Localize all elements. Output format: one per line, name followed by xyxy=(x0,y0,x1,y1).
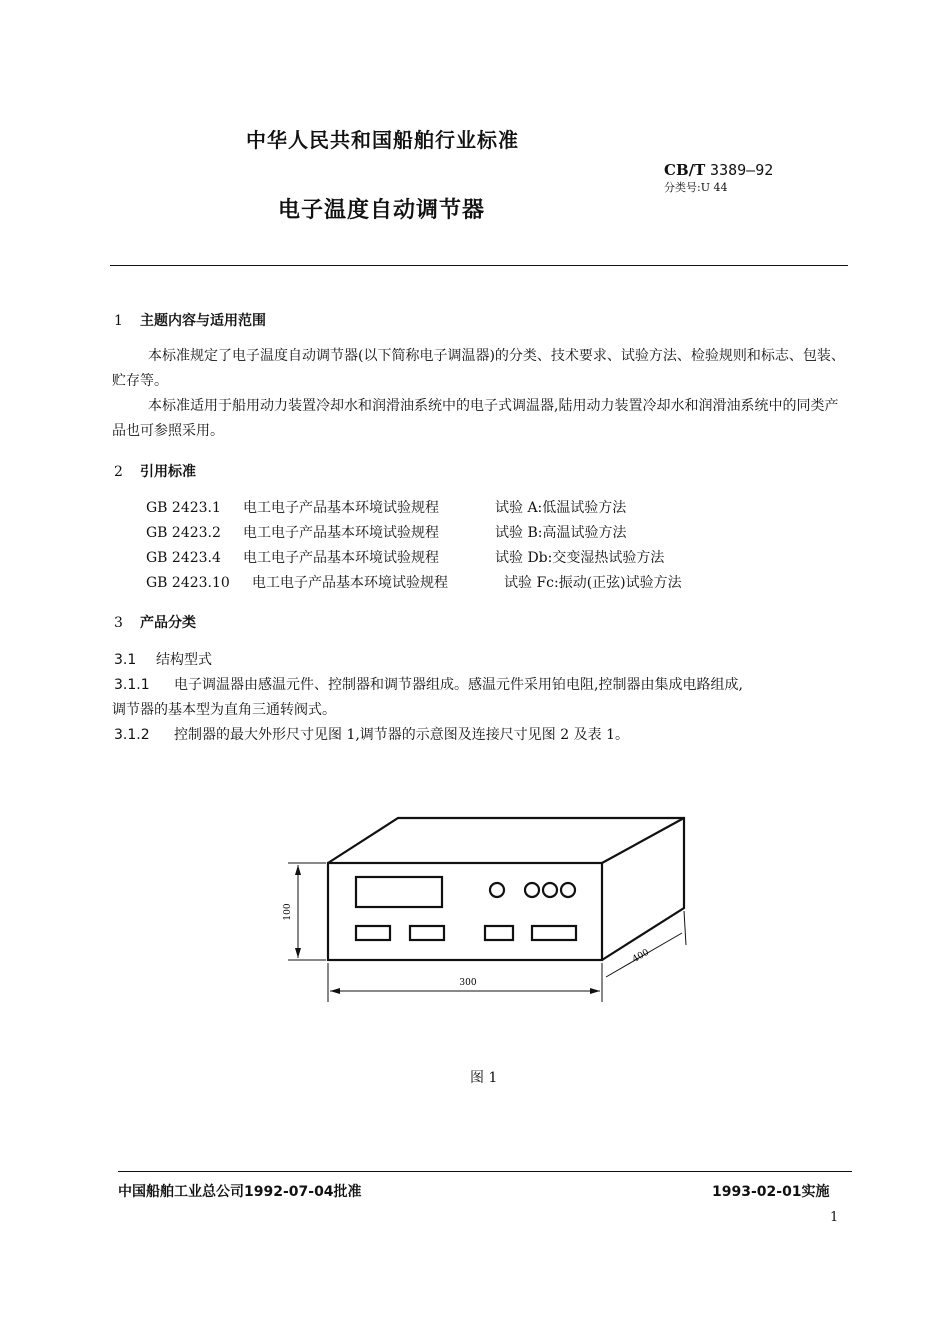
reference-name: 电工电子产品基本环境试验规程 xyxy=(243,500,439,516)
clause-number: 3.1.1 xyxy=(114,677,150,693)
footer-divider xyxy=(118,1171,852,1172)
section-title: 产品分类 xyxy=(140,615,196,631)
header-divider xyxy=(110,265,848,266)
clause-number: 3.1 xyxy=(114,652,137,668)
width-dimension-label: 300 xyxy=(459,978,477,988)
standard-code-number: 3389—92 xyxy=(710,161,774,179)
reference-name: 电工电子产品基本环境试验规程 xyxy=(243,525,439,541)
standard-category: 中华人民共和国船舶行业标准 xyxy=(246,128,519,152)
panel-button-icon xyxy=(410,926,444,940)
controller-outline-drawing xyxy=(270,805,700,1015)
section-number: 1 xyxy=(114,313,123,329)
display-window xyxy=(356,877,442,907)
knob-icon xyxy=(525,883,539,897)
reference-code: GB 2423.4 xyxy=(146,550,221,566)
clause-3-1-2 xyxy=(114,724,629,744)
section-1-heading xyxy=(114,310,266,330)
standard-code-prefix: CB/T xyxy=(664,161,706,179)
approval-statement: 中国船舶工业总公司1992-07-04批准 xyxy=(118,1184,362,1200)
reference-item xyxy=(146,572,682,592)
reference-code: GB 2423.2 xyxy=(146,525,221,541)
reference-test: 试验 B:高温试验方法 xyxy=(495,525,627,541)
depth-dimension-label: 400 xyxy=(631,947,651,965)
implementation-date: 1993-02-01实施 xyxy=(712,1184,830,1200)
reference-item xyxy=(146,547,664,567)
reference-code: GB 2423.1 xyxy=(146,500,221,516)
knob-icon xyxy=(543,883,557,897)
knob-icon xyxy=(490,883,504,897)
section-number: 2 xyxy=(114,464,123,480)
height-dimension-label: 100 xyxy=(283,903,293,921)
section-1-paragraph-2: 本标准适用于船用动力装置冷却水和润滑油系统中的电子式调温器,陆用动力装置冷却水和润滑油系统中的同类产品也可参照采用。 xyxy=(112,398,839,439)
section-2-heading xyxy=(114,461,196,481)
section-title: 主题内容与适用范围 xyxy=(140,313,266,329)
clause-text: 结构型式 xyxy=(156,652,212,668)
figure-caption: 图 1 xyxy=(470,1070,498,1086)
reference-item xyxy=(146,497,626,517)
clause-text: 控制器的最大外形尺寸见图 1,调节器的示意图及连接尺寸见图 2 及表 1。 xyxy=(174,727,629,743)
panel-button-icon xyxy=(356,926,390,940)
standard-code xyxy=(664,161,773,179)
clause-3-1 xyxy=(114,649,212,669)
section-3-heading xyxy=(114,612,196,632)
section-number: 3 xyxy=(114,615,123,631)
page-number: 1 xyxy=(830,1210,839,1225)
section-title: 引用标准 xyxy=(140,464,196,480)
clause-number: 3.1.2 xyxy=(114,727,150,743)
knob-icon xyxy=(561,883,575,897)
classification-number: 分类号:U 44 xyxy=(664,181,728,194)
reference-name: 电工电子产品基本环境试验规程 xyxy=(252,575,448,591)
panel-button-icon xyxy=(485,926,513,940)
document-title: 电子温度自动调节器 xyxy=(278,198,486,223)
box-top-right-edge xyxy=(602,818,684,863)
dim-extension-line xyxy=(684,911,686,945)
reference-test: 试验 A:低温试验方法 xyxy=(495,500,627,516)
reference-code: GB 2423.10 xyxy=(146,575,230,591)
clause-text: 电子调温器由感温元件、控制器和调节器组成。感温元件采用铂电阻,控制器由集成电路组成, xyxy=(174,677,743,693)
reference-test: 试验 Db:交变湿热试验方法 xyxy=(495,550,665,566)
clause-3-1-1-continuation: 调节器的基本型为直角三通转阀式。 xyxy=(112,702,336,718)
reference-test: 试验 Fc:振动(正弦)试验方法 xyxy=(504,575,682,591)
reference-name: 电工电子产品基本环境试验规程 xyxy=(243,550,439,566)
panel-button-icon xyxy=(532,926,576,940)
reference-item xyxy=(146,522,626,542)
section-1-paragraph-1: 本标准规定了电子温度自动调节器(以下简称电子调温器)的分类、技术要求、试验方法、检验规则和标志、包装、贮存等。 xyxy=(112,348,845,389)
clause-3-1-1 xyxy=(114,674,743,694)
box-back-edges xyxy=(328,818,684,960)
